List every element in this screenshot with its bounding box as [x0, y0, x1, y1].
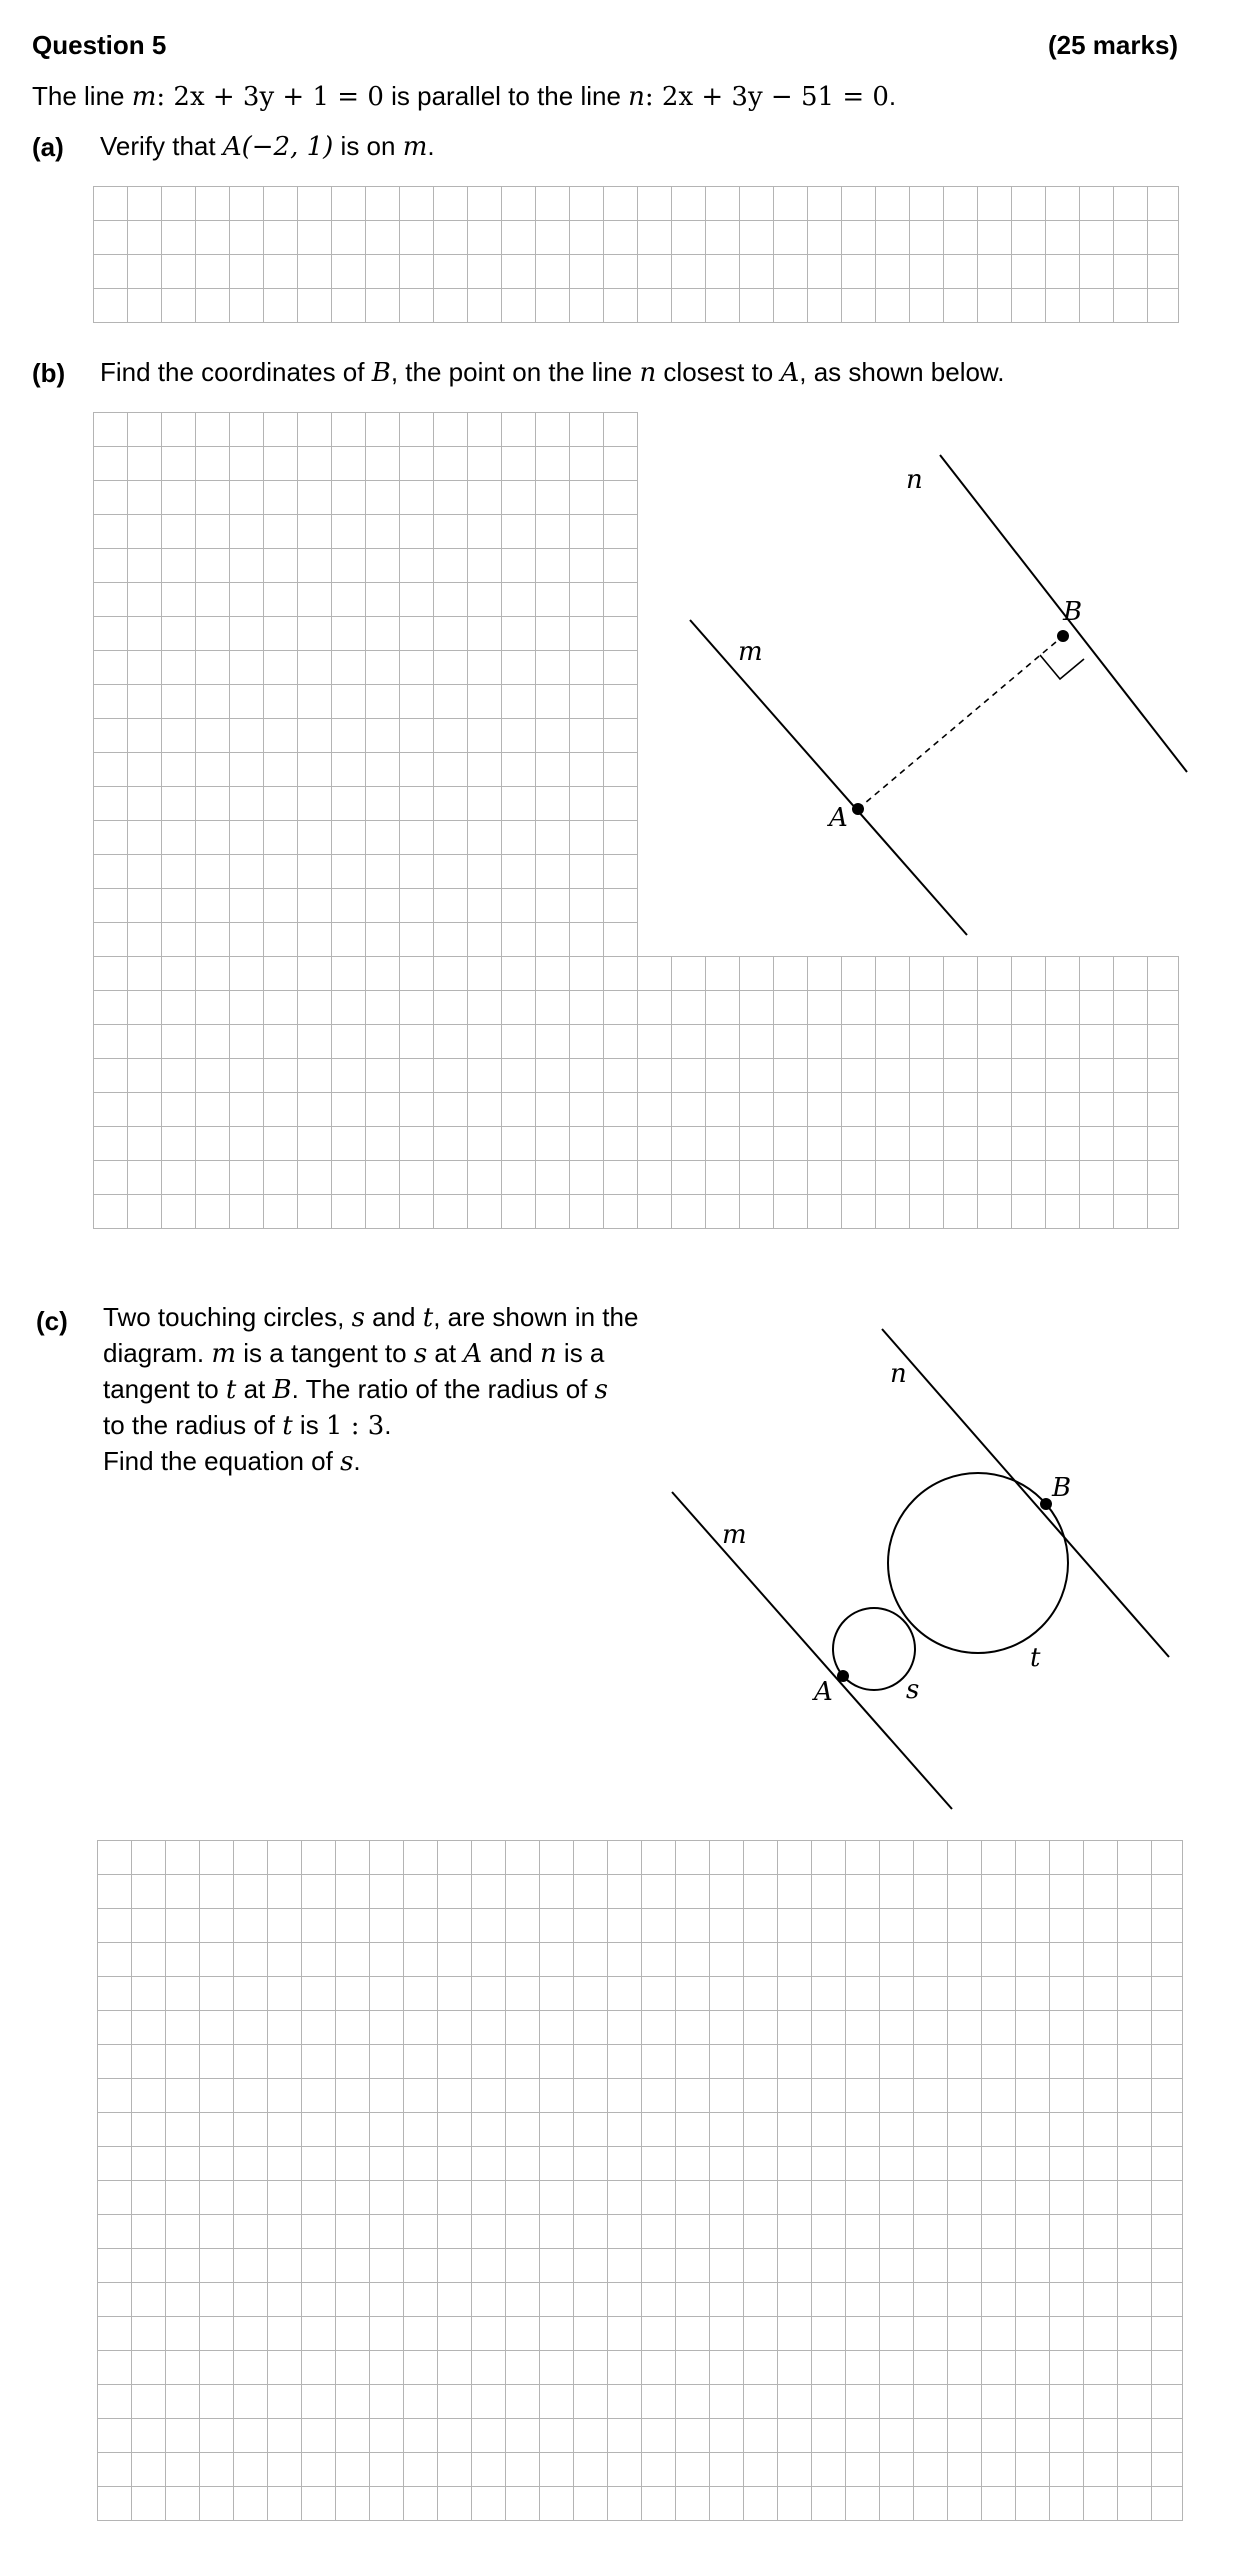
diagram-c [650, 1300, 1210, 1830]
label-b: B [1052, 1473, 1072, 1503]
label-a: A [814, 1677, 833, 1707]
part-b-label: (b) [32, 358, 66, 388]
part-b-text: Find the coordinates of B, the point on the line n closest to A, as shown below. [100, 357, 1005, 388]
line-n [882, 1329, 1169, 1657]
line-m [672, 1492, 952, 1809]
point-a [837, 1670, 849, 1682]
line-m [690, 620, 967, 935]
label-b: B [1063, 597, 1083, 627]
answer-grid-b-upper[interactable] [93, 412, 638, 957]
question-intro: The line m: 2x + 3y + 1 = 0 is parallel to the line n: 2x + 3y − 51 = 0. [32, 81, 897, 112]
point-b [1040, 1498, 1052, 1510]
answer-grid-c[interactable] [97, 1840, 1183, 2521]
part-a-text: Verify that A(−2, 1) is on m. [100, 131, 435, 162]
answer-grid-b-lower[interactable] [93, 956, 1179, 1229]
label-m: m [722, 1520, 747, 1550]
answer-grid-a[interactable] [93, 186, 1179, 323]
label-t: t [1030, 1643, 1041, 1673]
diagram-b [660, 420, 1220, 950]
label-n: n [906, 465, 923, 495]
point-a [852, 803, 864, 815]
part-c-text: Two touching circles, s and t, are shown in the diagram. m is a tangent to s at A and n is a tangent to t at B. The ratio of the radius of s to the radius of t is 1 : 3. Find the equation of s. [103, 1302, 639, 1477]
label-s: s [906, 1675, 920, 1705]
perpendicular-ab [858, 636, 1063, 809]
label-m: m [738, 637, 763, 667]
question-title: Question 5 [32, 30, 167, 60]
part-c-label: (c) [36, 1306, 68, 1336]
label-n: n [890, 1359, 907, 1389]
point-b [1057, 630, 1069, 642]
question-marks: (25 marks) [1048, 30, 1179, 60]
part-a-label: (a) [32, 132, 64, 162]
right-angle-mark [1040, 655, 1084, 679]
circle-t [888, 1473, 1068, 1653]
label-a: A [829, 803, 848, 833]
